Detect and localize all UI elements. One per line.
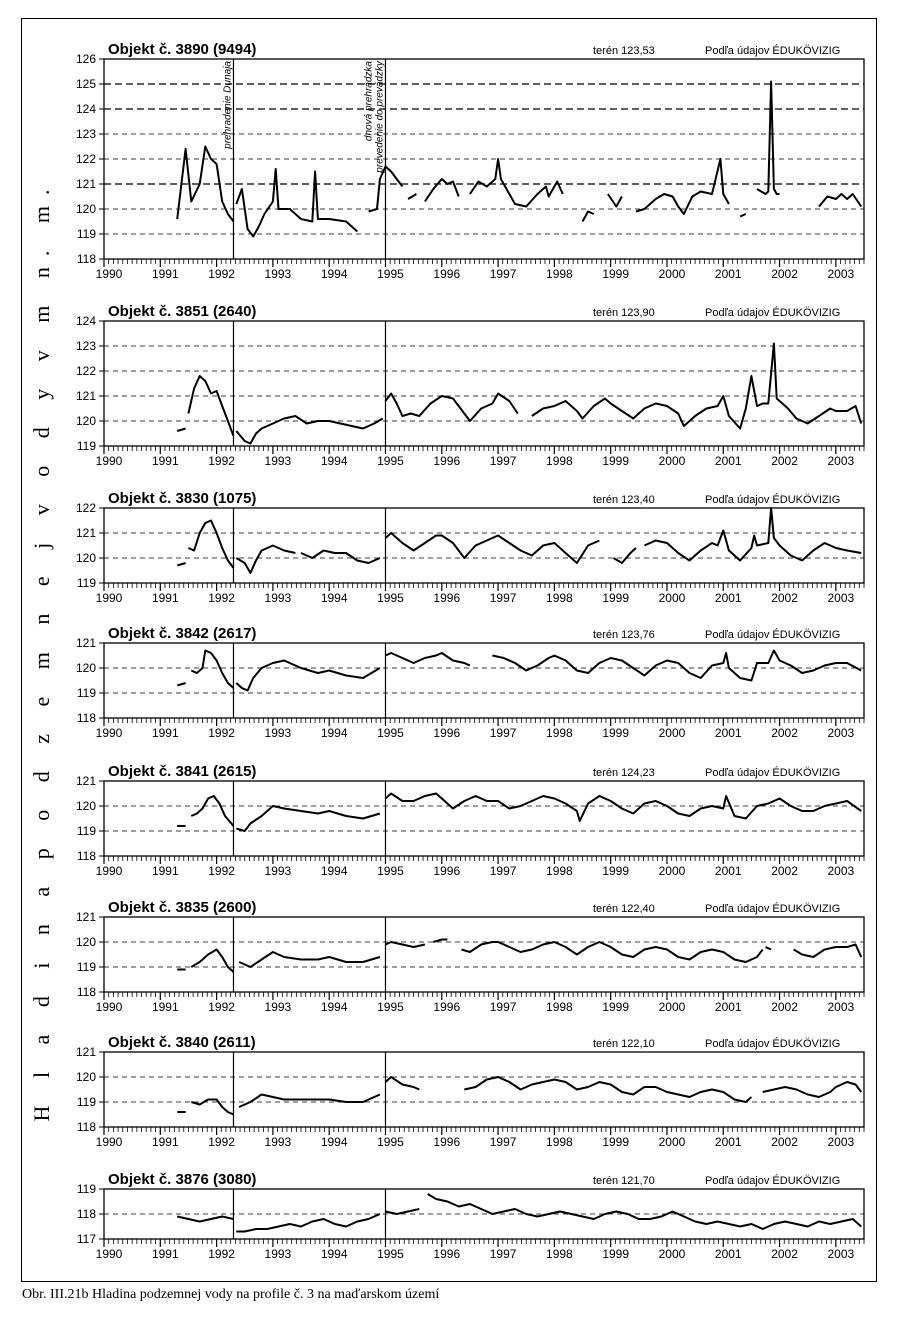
event-marker-label: prehradenie Dunaja bbox=[222, 61, 234, 149]
y-tick-label: 123 bbox=[75, 127, 96, 141]
x-tick-label: 1992 bbox=[208, 726, 235, 740]
x-tick-label: 2003 bbox=[827, 1247, 855, 1261]
chart-title: Objekt č. 3842 (2617) bbox=[108, 625, 257, 642]
x-tick-label: 1991 bbox=[151, 591, 179, 605]
water-level-series bbox=[408, 194, 416, 199]
x-tick-label: 2000 bbox=[658, 1000, 686, 1014]
x-tick-label: 1993 bbox=[264, 864, 292, 878]
figure-caption: Obr. III.21b Hladina podzemnej vody na profile č. 3 na maďarskom území bbox=[22, 1287, 440, 1302]
water-level-series bbox=[428, 1194, 862, 1229]
water-level-series bbox=[386, 653, 470, 666]
x-tick-label: 1999 bbox=[602, 454, 630, 468]
x-tick-label: 1997 bbox=[489, 1000, 517, 1014]
terrain-label: terén 122,10 bbox=[593, 1038, 655, 1050]
x-tick-label: 1997 bbox=[489, 726, 517, 740]
water-level-series bbox=[177, 683, 185, 686]
x-tick-label: 1995 bbox=[377, 1135, 404, 1149]
plot-frame bbox=[104, 508, 864, 583]
y-tick-label: 120 bbox=[75, 202, 96, 216]
x-tick-label: 1992 bbox=[208, 267, 235, 281]
water-level-series bbox=[236, 169, 357, 237]
y-tick-label: 121 bbox=[75, 389, 96, 403]
x-tick-label: 1992 bbox=[208, 454, 235, 468]
water-level-series bbox=[236, 661, 380, 691]
y-tick-label: 126 bbox=[75, 52, 96, 66]
x-tick-label: 1993 bbox=[264, 591, 292, 605]
source-label: Podľa údajov ÉDUKÖVIZIG bbox=[705, 45, 841, 57]
x-tick-label: 1997 bbox=[489, 1135, 517, 1149]
y-tick-label: 120 bbox=[75, 799, 96, 813]
water-level-series bbox=[386, 942, 425, 947]
x-tick-label: 2001 bbox=[714, 1135, 742, 1149]
y-tick-label: 121 bbox=[75, 526, 96, 540]
terrain-label: terén 124,23 bbox=[593, 767, 655, 779]
plot-frame bbox=[104, 781, 864, 856]
y-tick-label: 118 bbox=[76, 252, 96, 266]
x-tick-label: 1994 bbox=[320, 267, 348, 281]
x-tick-label: 1997 bbox=[489, 864, 517, 878]
x-tick-label: 1990 bbox=[95, 1247, 123, 1261]
x-tick-label: 1993 bbox=[264, 726, 292, 740]
x-tick-label: 2002 bbox=[771, 864, 798, 878]
x-tick-label: 1999 bbox=[602, 1000, 630, 1014]
y-tick-label: 120 bbox=[75, 551, 96, 565]
y-tick-label: 120 bbox=[75, 414, 96, 428]
x-tick-label: 1997 bbox=[489, 267, 517, 281]
x-tick-label: 1998 bbox=[546, 454, 573, 468]
x-tick-label: 1994 bbox=[320, 591, 348, 605]
x-tick-label: 2002 bbox=[771, 591, 798, 605]
chart-title: Objekt č. 3841 (2615) bbox=[108, 763, 257, 780]
x-tick-label: 1996 bbox=[433, 864, 461, 878]
x-tick-label: 2000 bbox=[658, 454, 686, 468]
x-tick-label: 1992 bbox=[208, 864, 235, 878]
y-tick-label: 124 bbox=[75, 102, 96, 116]
x-tick-label: 2002 bbox=[771, 1135, 798, 1149]
x-tick-label: 2002 bbox=[771, 267, 798, 281]
x-tick-label: 1990 bbox=[95, 267, 123, 281]
y-tick-label: 118 bbox=[76, 1207, 96, 1221]
x-tick-label: 2001 bbox=[714, 1247, 742, 1261]
water-level-series bbox=[386, 394, 518, 422]
y-tick-label: 121 bbox=[75, 774, 96, 788]
source-label: Podľa údajov ÉDUKÖVIZIG bbox=[705, 307, 841, 319]
x-tick-label: 1998 bbox=[546, 864, 573, 878]
x-tick-label: 1998 bbox=[546, 267, 573, 281]
x-tick-label: 1993 bbox=[264, 1247, 292, 1261]
x-tick-label: 2002 bbox=[771, 1000, 798, 1014]
x-tick-label: 2001 bbox=[714, 267, 742, 281]
x-tick-label: 1990 bbox=[95, 1135, 123, 1149]
x-tick-label: 1994 bbox=[320, 1000, 348, 1014]
x-tick-label: 1991 bbox=[151, 864, 179, 878]
water-level-series bbox=[608, 194, 622, 207]
x-tick-label: 2001 bbox=[714, 864, 742, 878]
water-level-series bbox=[614, 548, 637, 563]
water-level-series bbox=[462, 942, 763, 962]
x-tick-label: 2003 bbox=[827, 864, 855, 878]
y-tick-label: 119 bbox=[76, 1182, 96, 1196]
water-level-series bbox=[794, 945, 862, 958]
water-level-series bbox=[766, 947, 772, 950]
x-tick-label: 1992 bbox=[208, 591, 235, 605]
water-level-series bbox=[425, 179, 459, 202]
y-tick-label: 117 bbox=[76, 1232, 96, 1246]
x-tick-label: 2002 bbox=[771, 1247, 798, 1261]
x-tick-label: 1994 bbox=[320, 1247, 348, 1261]
x-tick-label: 1995 bbox=[377, 591, 404, 605]
terrain-label: terén 121,70 bbox=[593, 1175, 655, 1187]
y-tick-label: 118 bbox=[76, 1120, 96, 1134]
x-tick-label: 2000 bbox=[658, 864, 686, 878]
water-level-series bbox=[239, 1095, 380, 1108]
x-tick-label: 1995 bbox=[377, 454, 404, 468]
x-tick-label: 1995 bbox=[377, 267, 404, 281]
water-level-series bbox=[470, 159, 563, 207]
source-label: Podľa údajov ÉDUKÖVIZIG bbox=[705, 767, 841, 779]
water-level-series bbox=[236, 806, 380, 831]
x-tick-label: 2002 bbox=[771, 454, 798, 468]
water-level-series bbox=[433, 940, 447, 943]
water-level-series bbox=[191, 651, 233, 689]
x-tick-label: 1992 bbox=[208, 1135, 235, 1149]
x-tick-label: 1990 bbox=[95, 1000, 123, 1014]
y-tick-label: 119 bbox=[76, 960, 96, 974]
x-tick-label: 1996 bbox=[433, 267, 461, 281]
y-tick-label: 119 bbox=[76, 824, 96, 838]
y-tick-label: 121 bbox=[75, 636, 96, 650]
y-tick-label: 121 bbox=[75, 177, 96, 191]
x-tick-label: 1990 bbox=[95, 591, 123, 605]
chart-title: Objekt č. 3835 (2600) bbox=[108, 899, 257, 916]
x-tick-label: 1999 bbox=[602, 1135, 630, 1149]
water-level-series bbox=[757, 82, 780, 195]
y-tick-label: 119 bbox=[76, 686, 96, 700]
chart-title: Objekt č. 3830 (1075) bbox=[108, 490, 257, 507]
x-tick-label: 2003 bbox=[827, 726, 855, 740]
water-level-series bbox=[177, 1217, 233, 1222]
x-tick-label: 1998 bbox=[546, 1247, 573, 1261]
water-level-series bbox=[644, 508, 861, 561]
water-level-series bbox=[386, 1077, 420, 1090]
y-tick-label: 118 bbox=[76, 711, 96, 725]
y-tick-label: 121 bbox=[75, 1045, 96, 1059]
x-tick-label: 1991 bbox=[151, 1247, 179, 1261]
event-marker-label: prevedenie do prevádzky bbox=[374, 61, 386, 173]
y-tick-label: 122 bbox=[75, 501, 96, 515]
x-tick-label: 1990 bbox=[95, 864, 123, 878]
x-tick-label: 1991 bbox=[151, 1135, 179, 1149]
x-tick-label: 1998 bbox=[546, 726, 573, 740]
water-level-series bbox=[532, 344, 861, 429]
x-tick-label: 1999 bbox=[602, 1247, 630, 1261]
x-tick-label: 2003 bbox=[827, 454, 855, 468]
x-tick-label: 1990 bbox=[95, 726, 123, 740]
x-tick-label: 1994 bbox=[320, 864, 348, 878]
y-tick-label: 122 bbox=[75, 152, 96, 166]
x-tick-label: 1990 bbox=[95, 454, 123, 468]
x-tick-label: 1999 bbox=[602, 726, 630, 740]
x-tick-label: 2001 bbox=[714, 726, 742, 740]
x-tick-label: 1991 bbox=[151, 726, 179, 740]
event-marker-label: dnová prehrádzka bbox=[363, 61, 375, 142]
x-tick-label: 1998 bbox=[546, 591, 573, 605]
water-level-series bbox=[236, 416, 382, 444]
source-label: Podľa údajov ÉDUKÖVIZIG bbox=[705, 903, 841, 915]
x-tick-label: 1999 bbox=[602, 591, 630, 605]
water-level-series bbox=[763, 1082, 862, 1097]
y-tick-label: 118 bbox=[76, 985, 96, 999]
chart-title: Objekt č. 3890 (9494) bbox=[108, 41, 257, 58]
water-level-series bbox=[177, 429, 185, 432]
x-tick-label: 2003 bbox=[827, 267, 855, 281]
x-tick-label: 2003 bbox=[827, 1135, 855, 1149]
x-tick-label: 1991 bbox=[151, 267, 179, 281]
x-tick-label: 1992 bbox=[208, 1247, 235, 1261]
terrain-label: terén 122,40 bbox=[593, 903, 655, 915]
chart-title: Objekt č. 3876 (3080) bbox=[108, 1171, 257, 1188]
water-level-series bbox=[386, 533, 600, 563]
water-level-series bbox=[236, 546, 295, 574]
source-label: Podľa údajov ÉDUKÖVIZIG bbox=[705, 629, 841, 641]
terrain-label: terén 123,90 bbox=[593, 307, 655, 319]
x-tick-label: 1995 bbox=[377, 726, 404, 740]
water-level-series bbox=[188, 521, 233, 569]
x-tick-label: 1993 bbox=[264, 454, 292, 468]
terrain-label: terén 123,40 bbox=[593, 494, 655, 506]
x-tick-label: 1994 bbox=[320, 726, 348, 740]
x-tick-label: 1996 bbox=[433, 1000, 461, 1014]
chart-title: Objekt č. 3851 (2640) bbox=[108, 303, 257, 320]
plot-frame bbox=[104, 1052, 864, 1127]
x-tick-label: 1995 bbox=[377, 864, 404, 878]
water-level-series bbox=[386, 1209, 420, 1214]
x-tick-label: 2000 bbox=[658, 591, 686, 605]
water-level-series bbox=[191, 796, 233, 826]
x-tick-label: 1993 bbox=[264, 1000, 292, 1014]
x-tick-label: 1996 bbox=[433, 1135, 461, 1149]
x-tick-label: 2000 bbox=[658, 267, 686, 281]
water-level-series bbox=[301, 551, 380, 564]
terrain-label: terén 123,76 bbox=[593, 629, 655, 641]
y-tick-label: 123 bbox=[75, 339, 96, 353]
x-tick-label: 1997 bbox=[489, 454, 517, 468]
y-tick-label: 120 bbox=[75, 661, 96, 675]
water-level-series bbox=[177, 563, 185, 566]
x-tick-label: 2001 bbox=[714, 454, 742, 468]
x-tick-label: 1995 bbox=[377, 1000, 404, 1014]
y-tick-label: 124 bbox=[75, 314, 96, 328]
water-level-series bbox=[819, 194, 861, 207]
y-tick-label: 119 bbox=[76, 1095, 96, 1109]
x-tick-label: 1992 bbox=[208, 1000, 235, 1014]
y-tick-label: 122 bbox=[75, 364, 96, 378]
x-tick-label: 1993 bbox=[264, 267, 292, 281]
water-level-series bbox=[583, 212, 594, 222]
x-tick-label: 1991 bbox=[151, 1000, 179, 1014]
x-tick-label: 2002 bbox=[771, 726, 798, 740]
y-tick-label: 125 bbox=[75, 77, 96, 91]
source-label: Podľa údajov ÉDUKÖVIZIG bbox=[705, 494, 841, 506]
x-tick-label: 1997 bbox=[489, 1247, 517, 1261]
y-tick-label: 121 bbox=[75, 910, 96, 924]
y-tick-label: 120 bbox=[75, 1070, 96, 1084]
x-tick-label: 1999 bbox=[602, 864, 630, 878]
x-tick-label: 1998 bbox=[546, 1135, 573, 1149]
water-level-series bbox=[239, 952, 380, 967]
water-level-series bbox=[386, 794, 862, 822]
x-tick-label: 1996 bbox=[433, 1247, 461, 1261]
y-tick-label: 119 bbox=[76, 227, 96, 241]
x-tick-label: 1996 bbox=[433, 726, 461, 740]
x-tick-label: 1996 bbox=[433, 454, 461, 468]
water-level-series bbox=[636, 159, 729, 214]
y-tick-label: 120 bbox=[75, 935, 96, 949]
y-tick-label: 119 bbox=[76, 576, 96, 590]
x-tick-label: 1999 bbox=[602, 267, 630, 281]
x-tick-label: 2000 bbox=[658, 726, 686, 740]
water-level-series bbox=[191, 950, 233, 973]
y-tick-label: 119 bbox=[76, 439, 96, 453]
water-level-series bbox=[464, 1077, 751, 1102]
terrain-label: terén 123,53 bbox=[593, 45, 655, 57]
x-tick-label: 2001 bbox=[714, 1000, 742, 1014]
x-tick-label: 1994 bbox=[320, 454, 348, 468]
x-tick-label: 1993 bbox=[264, 1135, 292, 1149]
y-axis-label: H l a d i n a p o d z e m n e j v o d y v m n. m. bbox=[29, 178, 54, 1122]
x-tick-label: 2001 bbox=[714, 591, 742, 605]
source-label: Podľa údajov ÉDUKÖVIZIG bbox=[705, 1038, 841, 1050]
x-tick-label: 2003 bbox=[827, 591, 855, 605]
water-level-series bbox=[492, 651, 861, 681]
x-tick-label: 1998 bbox=[546, 1000, 573, 1014]
x-tick-label: 1994 bbox=[320, 1135, 348, 1149]
x-tick-label: 1995 bbox=[377, 1247, 404, 1261]
x-tick-label: 1997 bbox=[489, 591, 517, 605]
x-tick-label: 1996 bbox=[433, 591, 461, 605]
x-tick-label: 2003 bbox=[827, 1000, 855, 1014]
y-tick-label: 118 bbox=[76, 849, 96, 863]
water-level-series bbox=[236, 1214, 380, 1232]
water-level-series bbox=[188, 376, 233, 436]
x-tick-label: 2000 bbox=[658, 1247, 686, 1261]
chart-title: Objekt č. 3840 (2611) bbox=[108, 1034, 256, 1051]
source-label: Podľa údajov ÉDUKÖVIZIG bbox=[705, 1175, 841, 1187]
x-tick-label: 1991 bbox=[151, 454, 179, 468]
water-level-series bbox=[740, 214, 746, 217]
plot-frame bbox=[104, 917, 864, 992]
x-tick-label: 2000 bbox=[658, 1135, 686, 1149]
